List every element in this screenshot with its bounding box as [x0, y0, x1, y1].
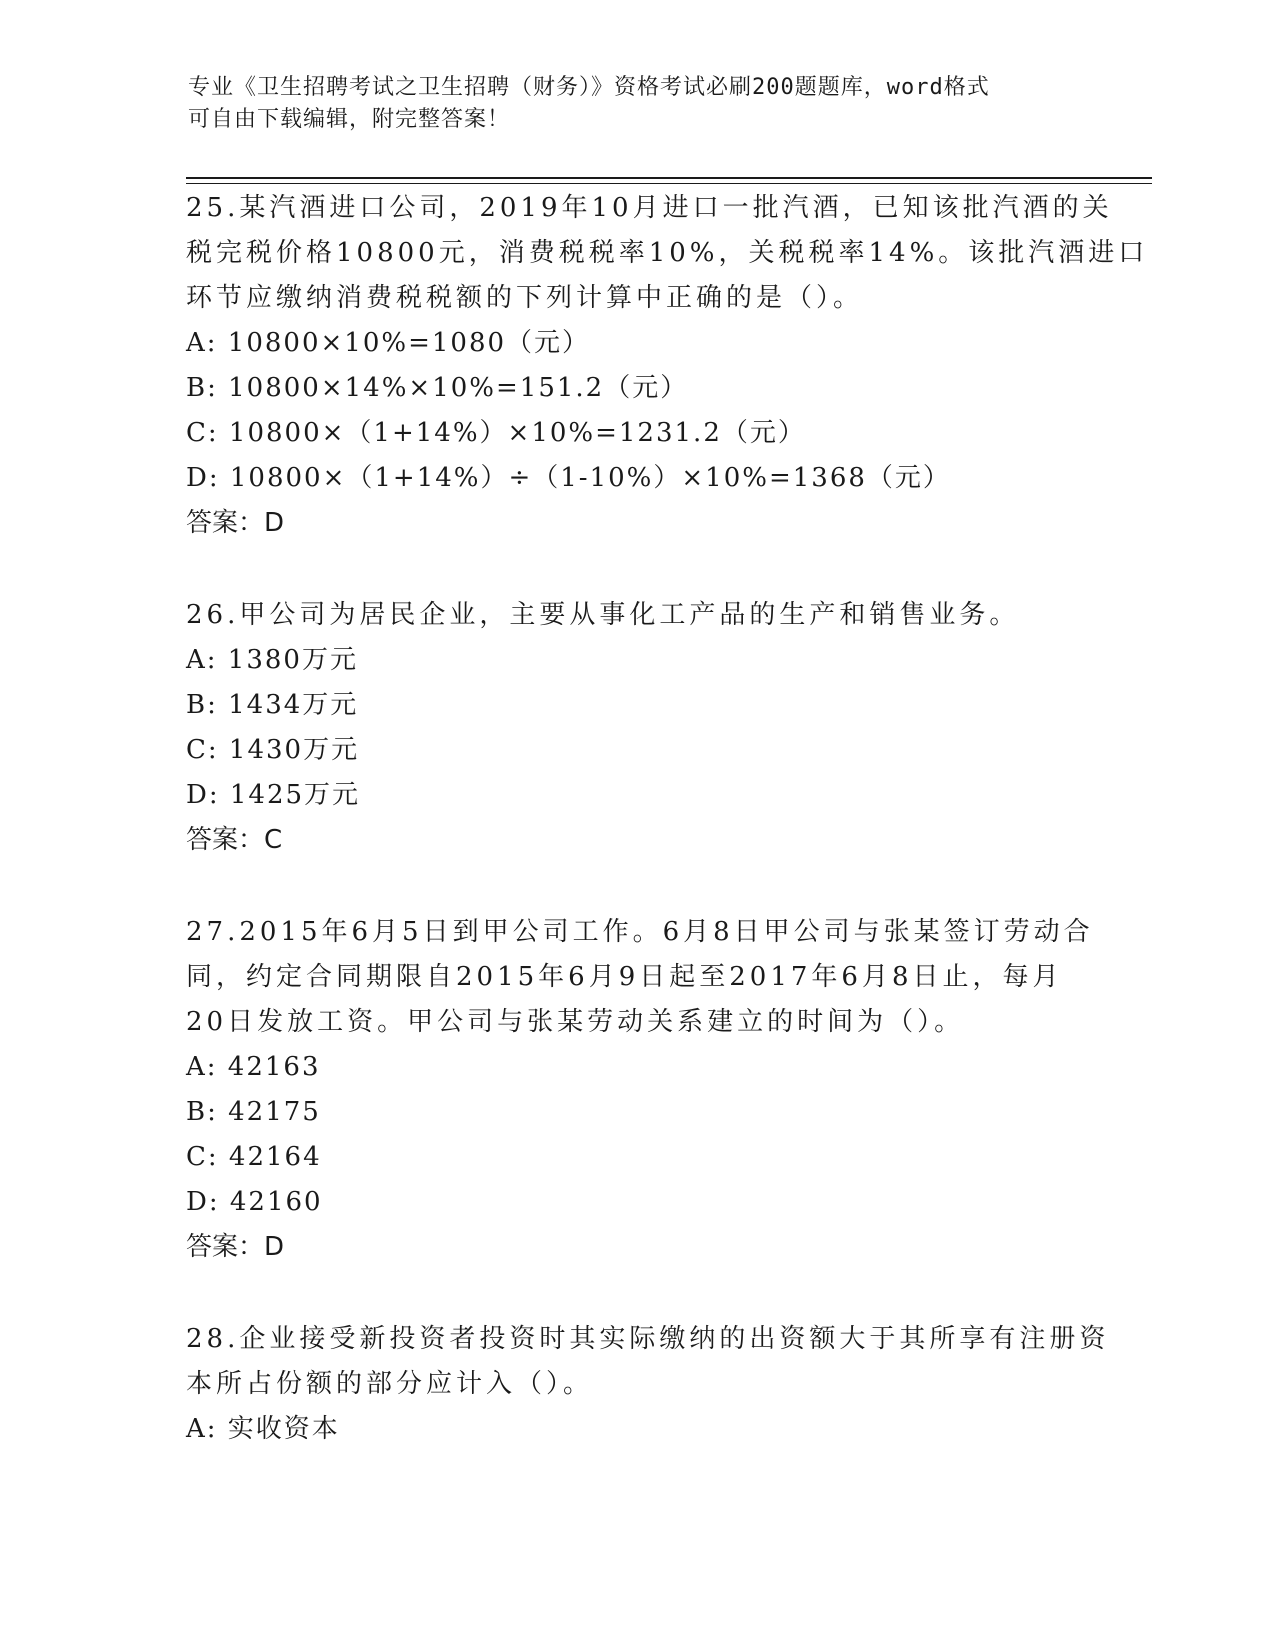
- question-26: [186, 593, 1086, 863]
- stem-line: 27.2015年6月5日到甲公司工作。6月8日甲公司与张某签订劳动合: [186, 917, 1094, 947]
- question-stem: [186, 593, 1086, 638]
- question-stem: [186, 1317, 1110, 1407]
- stem-line: 本所占份额的部分应计入（）。: [186, 1369, 594, 1399]
- question-stem: [186, 910, 1094, 1045]
- stem-line: 28.企业接受新投资者投资时其实际缴纳的出资额大于其所享有注册资: [186, 1324, 1110, 1354]
- option-d: D: 42160: [186, 1187, 323, 1217]
- stem-line: 20日发放工资。甲公司与张某劳动关系建立的时间为（）。: [186, 1007, 965, 1037]
- stem-line: 同，约定合同期限自2015年6月9日起至2017年6月8日止，每月: [186, 962, 1063, 992]
- stem-line: 环节应缴纳消费税税额的下列计算中正确的是（）。: [186, 283, 864, 313]
- header-rule-thick: [186, 177, 1152, 179]
- option-a: A: 10800×10%=1080（元）: [186, 328, 591, 358]
- option-c: C: 42164: [186, 1142, 322, 1172]
- stem-line: 25.某汽酒进口公司，2019年10月进口一批汽酒，已知该批汽酒的关: [186, 193, 1113, 223]
- stem-line: 26.甲公司为居民企业，主要从事化工产品的生产和销售业务。: [186, 600, 1020, 630]
- answer: 答案：D: [186, 1232, 285, 1262]
- option-b: B: 42175: [186, 1097, 321, 1127]
- answer: 答案：D: [186, 508, 285, 538]
- option-b: B: 1434万元: [186, 690, 359, 720]
- document-header: [188, 72, 1088, 136]
- answer: 答案：C: [186, 825, 283, 855]
- question-stem: [186, 186, 1149, 321]
- header-line-1: 专业《卫生招聘考试之卫生招聘（财务）》资格考试必刷200题题库，word格式: [188, 75, 990, 100]
- question-list: [186, 186, 1149, 1452]
- stem-line: 税完税价格10800元，消费税税率10%，关税税率14%。该批汽酒进口: [186, 238, 1149, 268]
- option-c: C: 10800×（1+14%）×10%=1231.2（元）: [186, 418, 806, 448]
- option-d: D: 1425万元: [186, 780, 361, 810]
- header-rule-thin: [186, 183, 1152, 184]
- question-28: [186, 1317, 1110, 1452]
- question-27: [186, 910, 1094, 1270]
- option-a: A: 实收资本: [186, 1414, 340, 1444]
- option-a: A: 42163: [186, 1052, 321, 1082]
- option-d: D: 10800×（1+14%）÷（1-10%）×10%=1368（元）: [186, 463, 951, 493]
- question-25: [186, 186, 1149, 546]
- header-line-2: 可自由下载编辑，附完整答案！: [188, 107, 511, 132]
- option-b: B: 10800×14%×10%=151.2（元）: [186, 373, 689, 403]
- option-a: A: 1380万元: [186, 645, 358, 675]
- option-c: C: 1430万元: [186, 735, 360, 765]
